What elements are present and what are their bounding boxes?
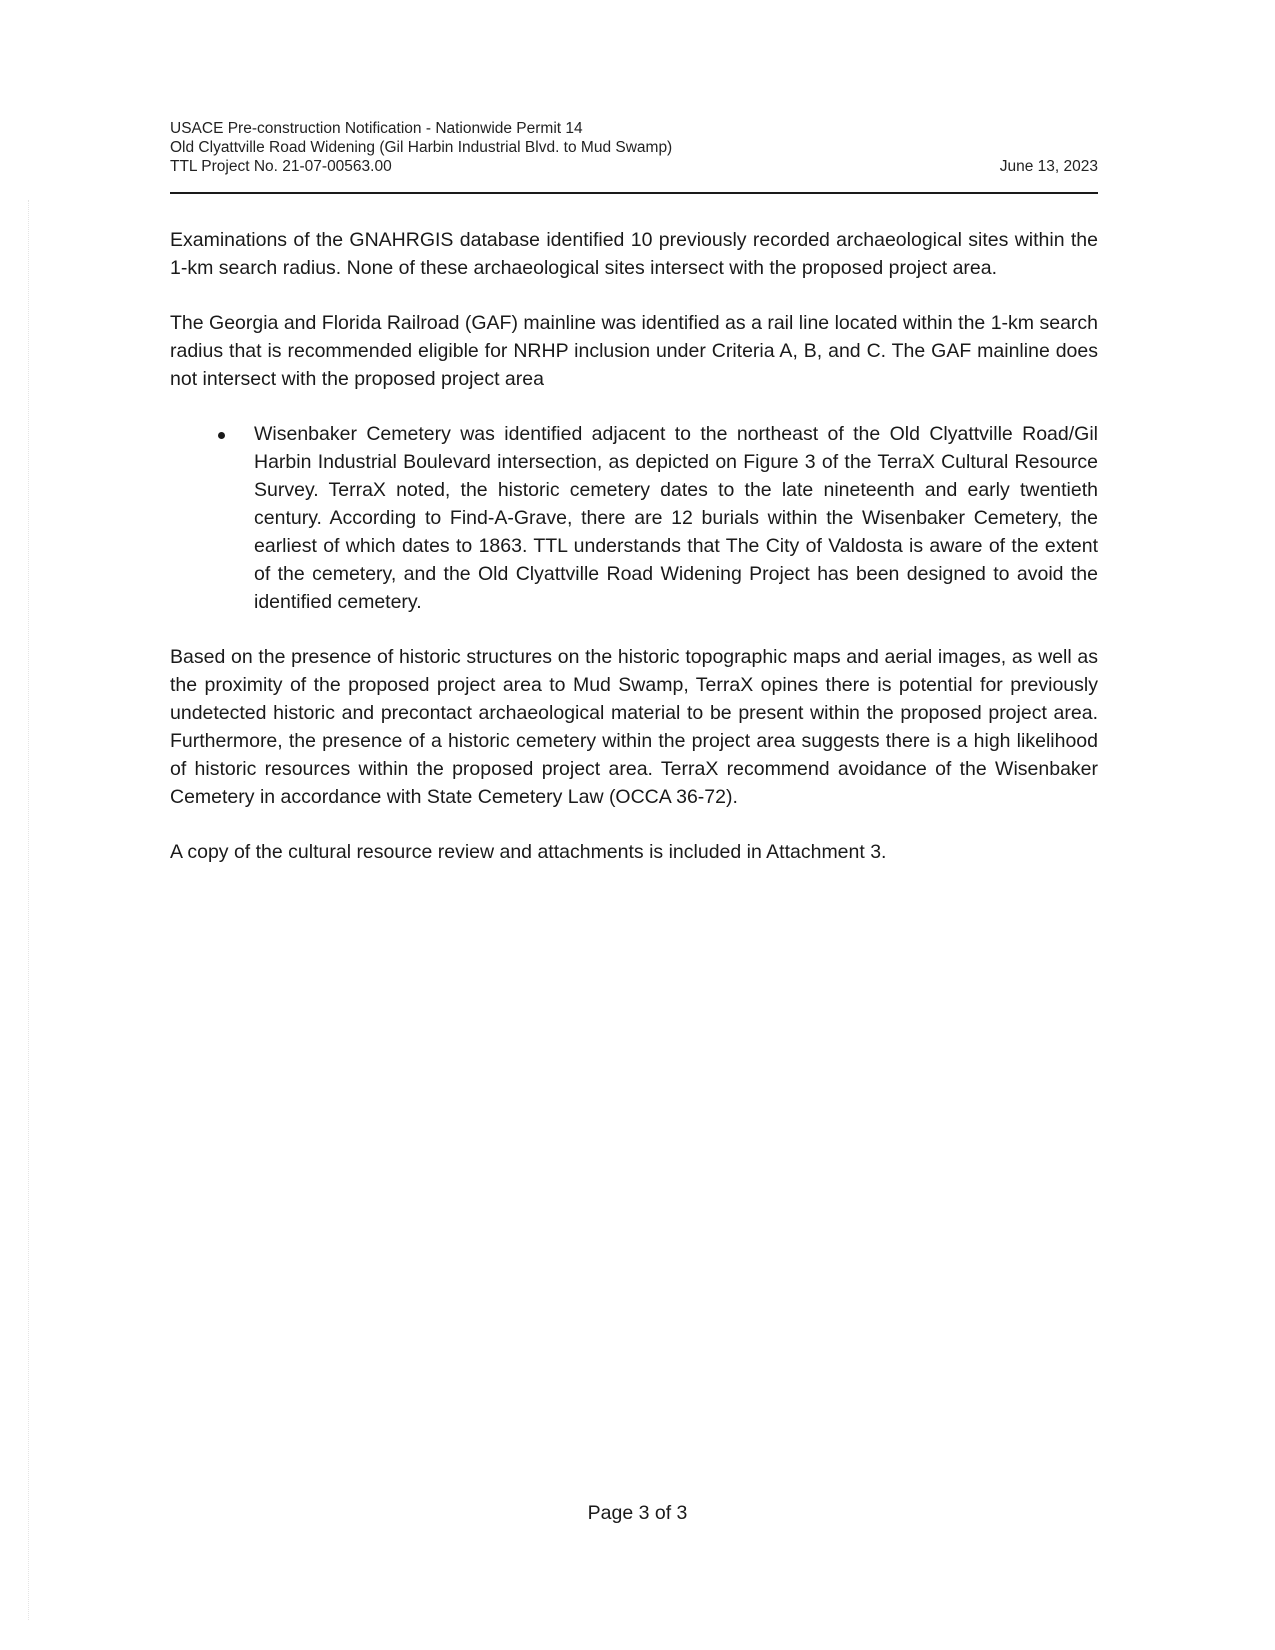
page-number: Page 3 of 3 <box>587 1502 688 1524</box>
paragraph-terrax-assessment: Based on the presence of historic structures on the historic topographic maps and aerial images, as well as the proximity of the proposed project area to Mud Swamp, TerraX opines there is potential for previously undetected historic and precontact archaeological material to be present within the proposed project area. Furthermore, the presence of a historic cemetery within the project area suggests there is a high likelihood of historic resources within the proposed project area. TerraX recommend avoidance of the Wisenbaker Cemetery in accordance with State Cemetery Law (OCCA 36-72). <box>170 646 1098 808</box>
header-date: June 13, 2023 <box>999 158 1098 175</box>
bullet-text-wisenbaker-cemetery: Wisenbaker Cemetery was identified adjacent to the northeast of the Old Clyattville Road/Gil Harbin Industrial Boulevard intersection, as depicted on Figure 3 of the TerraX Cultural Resource Survey. TerraX noted, the historic cemetery dates to the late nineteenth and early twentieth century. According to Find-A-Grave, there are 12 burials within the Wisenbaker Cemetery, the earliest of which dates to 1863. TTL understands that The City of Valdosta is aware of the extent of the cemetery, and the Old Clyattville Road Widening Project has been designed to avoid the identified cemetery. <box>254 423 1098 613</box>
bullet-icon <box>218 432 225 439</box>
paragraph-archaeological-sites: Examinations of the GNAHRGIS database identified 10 previously recorded archaeological sites within the 1-km search radius. None of these archaeological sites intersect with the proposed project area. <box>170 229 1098 279</box>
scan-margin-artifact <box>28 200 35 1620</box>
page-header <box>170 119 1098 176</box>
header-project-title: Old Clyattville Road Widening (Gil Harbin Industrial Blvd. to Mud Swamp) <box>170 139 673 156</box>
paragraph-attachment-note: A copy of the cultural resource review and attachments is included in Attachment 3. <box>170 841 887 863</box>
header-project-number: TTL Project No. 21-07-00563.00 <box>170 158 392 175</box>
header-divider <box>170 192 1098 194</box>
header-permit-line: USACE Pre-construction Notification - Nationwide Permit 14 <box>170 120 583 137</box>
list-item <box>170 420 1098 616</box>
paragraph-railroad: The Georgia and Florida Railroad (GAF) mainline was identified as a rail line located within the 1-km search radius that is recommended eligible for NRHP inclusion under Criteria A, B, and C. The GAF mainline does not intersect with the proposed project area <box>170 312 1098 390</box>
bullet-list <box>170 420 1098 616</box>
document-body <box>170 226 1098 866</box>
